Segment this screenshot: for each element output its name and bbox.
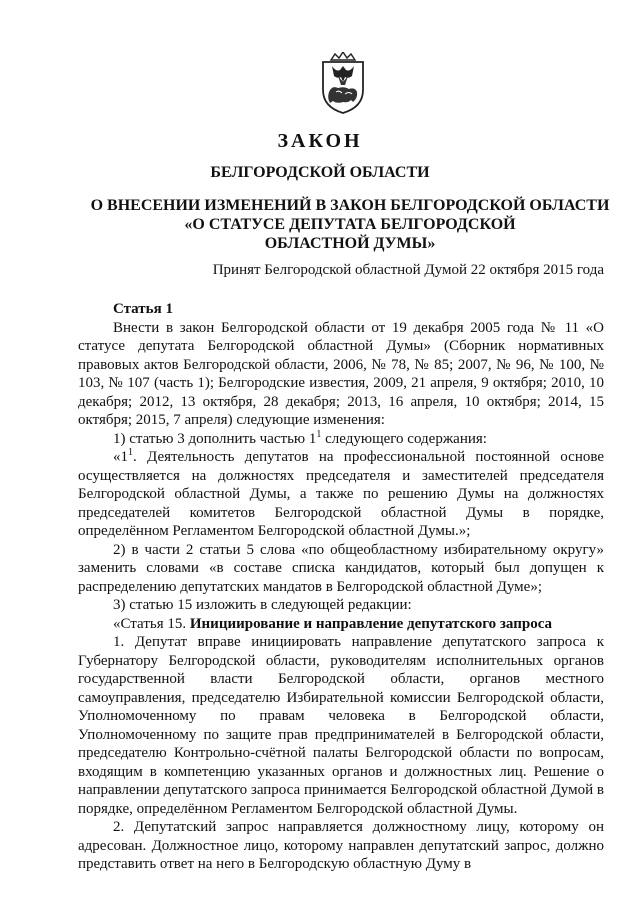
heading-line: ОБЛАСТНОЙ ДУМЫ» bbox=[264, 235, 436, 252]
paragraph: 1. Депутат вправе инициировать направление депутатского запроса к Губернатору Белгородской области, руководителям исполнительных органов государственной власти Белгородской области, органов местного самоуправления, председателю Избирательной комиссии Белгородской области, Уполномоченному по правам человека в Белгородской области, Уполномоченному по защите прав предпринимателей в Белгородской области, председателю Контрольно-счётной палаты Белгородской области по вопросам, входящим в компетенцию указанных органов и должностных лиц. Решение о направлении депутатского запроса принимается Белгородской областной Думой в порядке, определённом Регламентом Белгородской областной Думы. bbox=[78, 634, 604, 817]
belgorod-coat-of-arms-icon bbox=[318, 52, 368, 114]
item-text: 1) статью 3 дополнить частью 1 bbox=[113, 430, 317, 447]
quoted-paragraph bbox=[78, 448, 604, 541]
article-15-title: Инициирование и направление депутатского запроса bbox=[189, 615, 553, 632]
article-15-heading bbox=[78, 615, 604, 634]
item-text: «1 bbox=[113, 449, 128, 465]
paragraph: 2. Депутатский запрос направляется должностному лицу, которому он адресован. Должностное лицо, которому направлен депутатский запрос, должно представить ответ на него в Белгородскую областную Думу в bbox=[78, 819, 604, 872]
article-15-prefix: «Статья 15. bbox=[113, 615, 190, 632]
document-subtitle: БЕЛГОРОДСКОЙ ОБЛАСТИ bbox=[210, 164, 430, 181]
document-title: ЗАКОН bbox=[277, 130, 363, 152]
article-title: Статья 1 bbox=[113, 301, 173, 317]
heading-line: О ВНЕСЕНИИ ИЗМЕНЕНИЙ В ЗАКОН БЕЛГОРОДСКОЙ ОБЛАСТИ bbox=[90, 197, 610, 214]
superscript: 1 bbox=[128, 447, 133, 458]
document-body bbox=[78, 300, 604, 874]
adoption-note: Принят Белгородской областной Думой 22 октября 2015 года bbox=[212, 262, 604, 278]
item-text: . Деятельность депутатов на профессиональной постоянной основе осуществляется на должностях председателя и заместителей председателя Белгородской областной Думы, а также по решению Думы на должностях председателей комитетов Белгородской областной Думы в порядке, определённом Регламентом Белгородской областной Думы.»; bbox=[78, 449, 604, 539]
heading-line: «О СТАТУСЕ ДЕПУТАТА БЕЛГОРОДСКОЙ bbox=[184, 216, 516, 233]
list-item: 2) в части 2 статьи 5 слова «по общеобластному избирательному округу» заменить словами «в составе списка кандидатов, который был допущен к распределению депутатских мандатов в Белгородской областной Думе»; bbox=[78, 541, 604, 595]
list-item bbox=[78, 430, 604, 449]
list-item: 3) статью 15 изложить в следующей редакции: bbox=[113, 597, 412, 613]
superscript: 1 bbox=[316, 428, 322, 440]
paragraph: Внести в закон Белгородской области от 19 декабря 2005 года № 11 «О статусе депутата Белгородской областной Думы» (Сборник нормативных правовых актов Белгородской области, 2006, № 78, № 85; 2007, № 96, № 100, № 103, № 107 (часть 1); Белгородские известия, 2009, 21 апреля, 9 октября; 2010, 10 декабря; 2012, 13 октября, 28 декабря; 2013, 16 апреля, 10 октября; 2014, 15 октября; 2015, 7 апреля) следующие изменения: bbox=[78, 319, 604, 428]
document-heading bbox=[60, 196, 640, 253]
item-text: следующего содержания: bbox=[321, 430, 487, 447]
